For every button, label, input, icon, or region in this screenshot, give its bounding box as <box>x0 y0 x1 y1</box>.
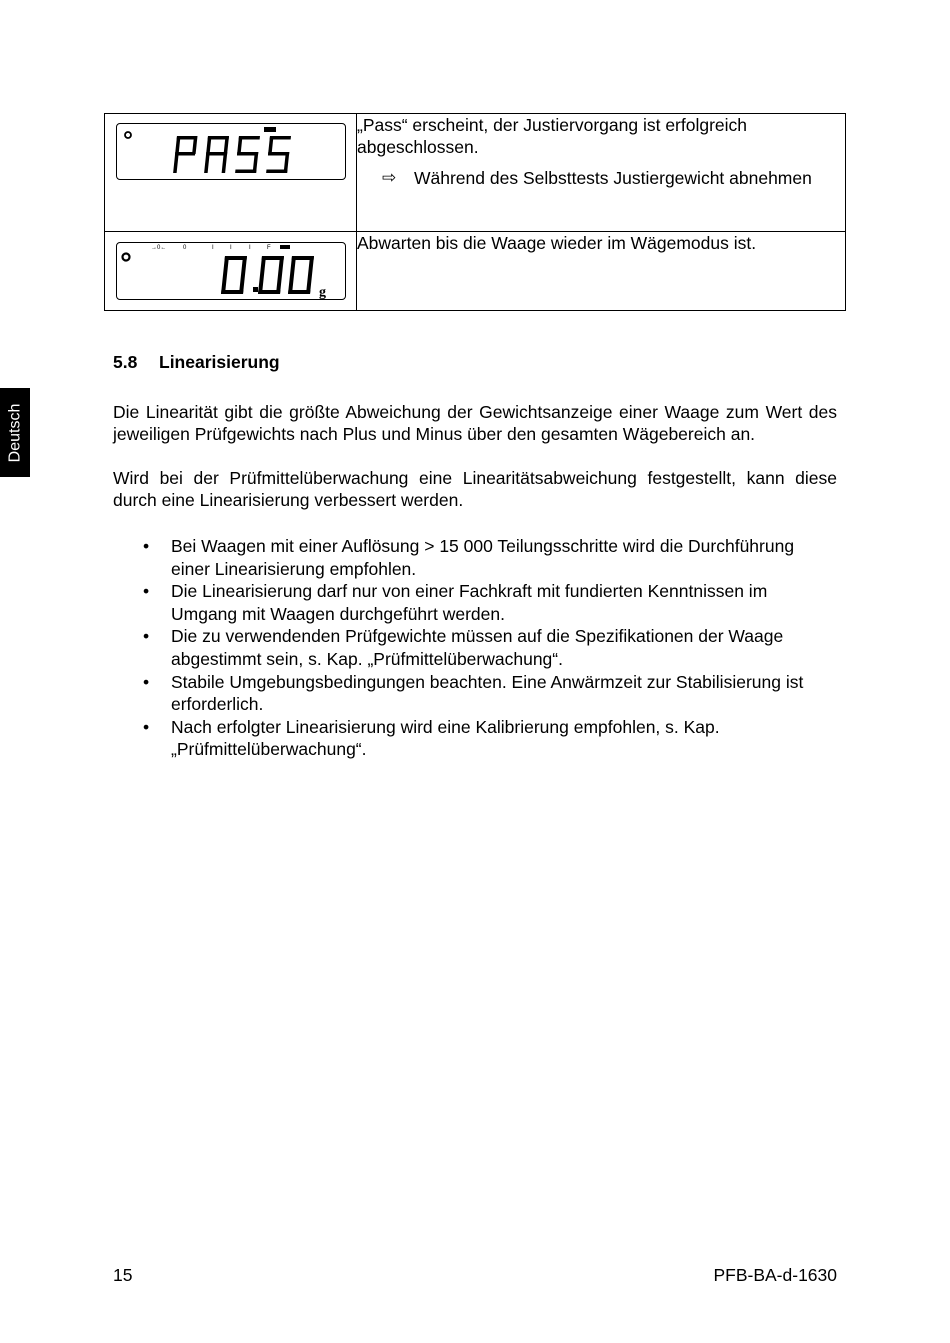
language-tab-label: Deutsch <box>6 403 24 462</box>
svg-text:I: I <box>212 245 214 251</box>
list-item-text: Die zu verwendenden Prüfgewichte müssen auf die Spezifikationen der Waage abgestimmt sein, s. Kap. „Prüfmittelüberwachung“. <box>171 626 784 669</box>
paragraph: Die Linearität gibt die größte Abweichung der Gewichtsanzeige einer Waage zum Wert des jeweiligen Prüfgewichts nach Plus und Minus über den gesamten Wägebereich an. <box>113 402 837 444</box>
bullet-icon: • <box>143 671 150 692</box>
step-table <box>104 113 846 311</box>
bullet-list <box>113 535 837 761</box>
list-item <box>113 580 837 625</box>
scale-display-pass <box>116 123 346 180</box>
svg-text:0: 0 <box>183 245 187 251</box>
language-tab <box>0 388 30 477</box>
display-cell <box>105 114 357 232</box>
pass-readout <box>117 124 345 179</box>
list-item <box>113 716 837 761</box>
list-item-text: Stabile Umgebungsbedingungen beachten. Eine Anwärmzeit zur Stabilisierung ist erforderlich. <box>171 671 804 715</box>
display-cell <box>105 232 357 311</box>
step-text: „Pass“ erscheint, der Justiervorgang ist erfolgreich abgeschlossen. <box>357 115 748 157</box>
section-heading <box>113 352 280 373</box>
section-number: 5.8 <box>113 352 138 372</box>
zero-readout <box>117 243 345 299</box>
bullet-icon: • <box>143 581 150 602</box>
step-row <box>105 232 846 311</box>
paragraph: Wird bei der Prüfmittelüberwachung eine Linearitätsabweichung festgestellt, kann diese durch eine Linearisierung verbessert werden. <box>113 468 837 510</box>
step-instruction <box>357 114 846 232</box>
hollow-right-arrow-icon: ⇨ <box>382 168 397 187</box>
list-item-text: Bei Waagen mit einer Auflösung > 15 000 Teilungsschritte wird die Durchführung einer Linearisierung empfohlen. <box>171 536 795 579</box>
svg-text:I: I <box>249 245 251 251</box>
arrow-instruction-text: Während des Selbsttests Justiergewicht abnehmen <box>414 168 812 188</box>
bullet-icon: • <box>143 536 150 556</box>
document-id: PFB-BA-d-1630 <box>713 1265 837 1285</box>
list-item-text: Nach erfolgter Linearisierung wird eine Kalibrierung empfohlen, s. Kap. „Prüfmittelüberwachung“. <box>171 716 720 760</box>
list-item-text: Die Linearisierung darf nur von einer Fachkraft mit fundierten Kenntnissen im Umgang mit Waagen durchgeführt werden. <box>171 581 768 624</box>
svg-text:g: g <box>319 285 326 299</box>
step-instruction <box>357 232 846 311</box>
page-number: 15 <box>113 1265 133 1285</box>
svg-text:F: F <box>267 245 271 251</box>
bullet-icon: • <box>143 716 150 737</box>
bullet-icon: • <box>143 626 150 647</box>
arrow-instruction <box>357 167 845 189</box>
list-item <box>113 625 837 670</box>
step-row <box>105 114 846 232</box>
list-item <box>113 535 837 580</box>
svg-text:→0←: →0← <box>151 245 167 251</box>
scale-display-zero <box>116 242 346 300</box>
step-text: Abwarten bis die Waage wieder im Wägemodus ist. <box>357 233 757 253</box>
svg-text:I: I <box>230 245 232 251</box>
section-title: Linearisierung <box>159 352 280 372</box>
list-item <box>113 671 837 716</box>
